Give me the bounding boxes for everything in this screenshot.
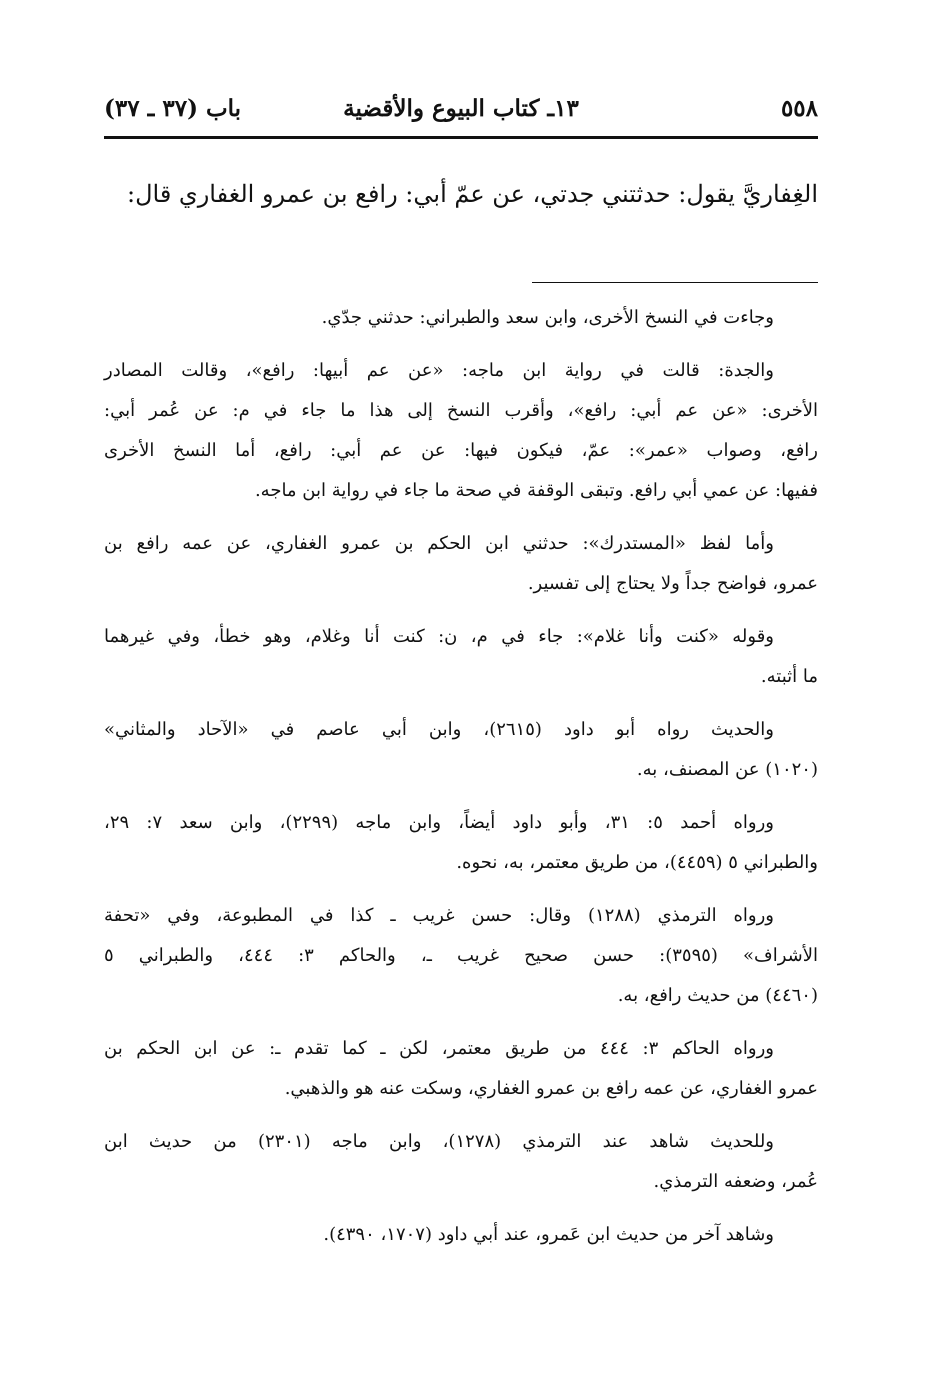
footnote-paragraph	[104, 1122, 818, 1202]
running-header	[104, 92, 818, 126]
footnote-line: وقوله «كنت وأنا غلام»: جاء في م، ن: كنت أنا وغلام، وهو خطأ، وفي غيرهما	[104, 626, 774, 647]
footnote-line: عمرو الغفاري، عن عمه رافع بن عمرو الغفاري، وسكت عنه هو والذهبي.	[284, 1078, 818, 1099]
footnote-line: وأما لفظ «المستدرك»: حدثني ابن الحكم بن عمرو الغفاري، عن عمه رافع بن	[104, 533, 774, 554]
footnote-paragraph	[104, 298, 818, 338]
footnote-line: رافع، وصواب «عمر»: عمّ، فيكون فيها: عن عم أبي: رافع، أما النسخ الأخرى	[104, 440, 818, 461]
footnote-line: (١٠٢٠) عن المصنف، به.	[636, 759, 818, 780]
footnote-line: وشاهد آخر من حديث ابن عَمرو، عند أبي داود (١٧٠٧، ٤٣٩٠).	[323, 1224, 774, 1245]
page-number: ٥٥٨	[780, 95, 818, 122]
footnote-line: الأخرى: «عن عم أبي: رافع»، وأقرب النسخ إلى هذا ما جاء في م: عن عُمر أبي:	[104, 400, 818, 421]
footnote-line: وجاءت في النسخ الأخرى، وابن سعد والطبراني: حدثني جدّي.	[321, 307, 774, 328]
footnote-line: وللحديث شاهد عند الترمذي (١٢٧٨)، وابن ماجه (٢٣٠١) من حديث ابن	[104, 1131, 775, 1152]
footnotes	[104, 298, 818, 1268]
footnote-line: ورواه الحاكم ٣: ٤٤٤ من طريق معتمر، لكن ـ كما تقدم ـ: عن ابن الحكم بن	[104, 1038, 774, 1059]
footnote-paragraph	[104, 351, 818, 511]
footnote-line: ورواه أحمد ٥: ٣١، وأبو داود أيضاً، وابن ماجه (٢٢٩٩)، وابن سعد ٧: ٢٩،	[104, 812, 774, 833]
footnote-line: ففيها: عن عمي أبي رافع. وتبقى الوقفة في صحة ما جاء في رواية ابن ماجه.	[254, 480, 818, 501]
book-title: ١٣ـ كتاب البيوع والأقضية	[343, 95, 579, 122]
footnote-line: (٤٤٦٠) من حديث رافع، به.	[617, 985, 818, 1006]
footnote-line: عمرو، فواضح جداً ولا يحتاج إلى تفسير.	[527, 573, 818, 594]
footnote-line: عُمر، وضعفه الترمذي.	[653, 1171, 818, 1192]
footnote-paragraph	[104, 1215, 818, 1255]
footnote-line: والجدة: قالت في رواية ابن ماجه: «عن عم أبيها: رافع»، وقالت المصادر	[104, 360, 774, 381]
footnote-separator	[532, 282, 818, 283]
footnote-paragraph	[104, 896, 818, 1016]
footnote-line: ما أثبته.	[760, 666, 818, 687]
header-rule	[104, 136, 818, 139]
footnote-line: والحديث رواه أبو داود (٢٦١٥)، وابن أبي عاصم في «الآحاد والمثاني»	[104, 719, 774, 740]
footnote-paragraph	[104, 1029, 818, 1109]
chapter-reference: باب (٣٧ ـ ٣٧)	[104, 95, 242, 122]
main-text: الغِفاريَّ يقول: حدثتني جدتي، عن عمّ أبي: رافع بن عمرو الغفاري قال:	[126, 180, 818, 208]
footnote-line: ورواه الترمذي (١٢٨٨) وقال: حسن غريب ـ كذا في المطبوعة، وفي «تحفة	[104, 905, 774, 926]
footnote-paragraph	[104, 524, 818, 604]
footnote-paragraph	[104, 803, 818, 883]
footnote-paragraph	[104, 617, 818, 697]
footnote-paragraph	[104, 710, 818, 790]
footnote-line: الأشراف» (٣٥٩٥): حسن صحيح غريب ـ، والحاكم ٣: ٤٤٤، والطبراني ٥	[104, 945, 818, 966]
footnote-line: والطبراني ٥ (٤٤٥٩)، من طريق معتمر، به، نحوه.	[456, 852, 818, 873]
